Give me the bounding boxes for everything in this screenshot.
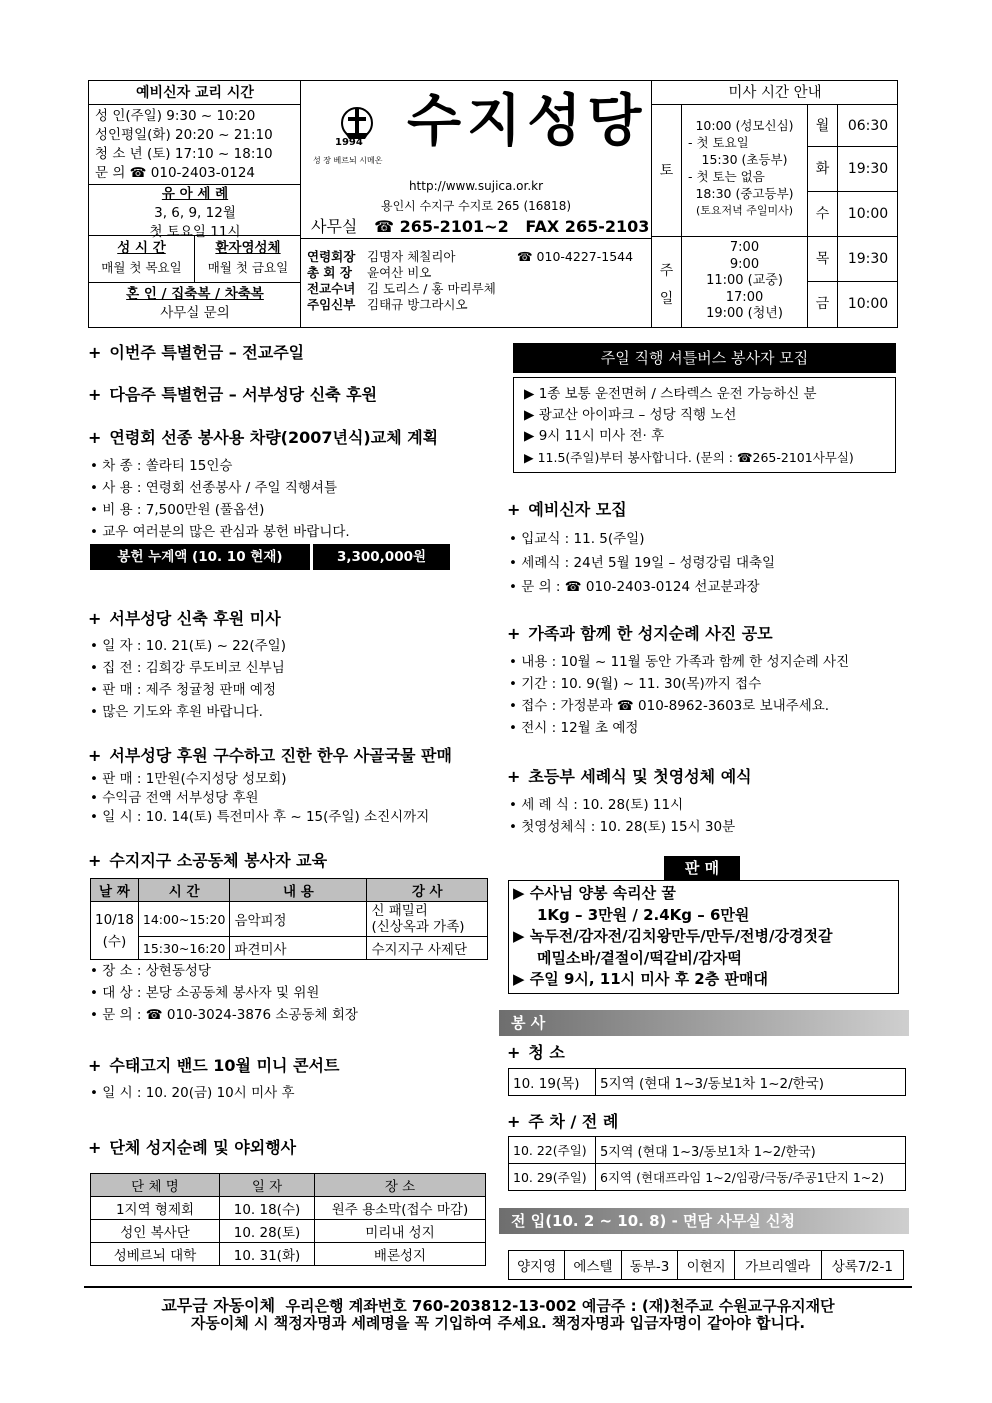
list-item: • 전시 : 12월 초 예정 xyxy=(509,720,639,736)
weekday-thu: 목 xyxy=(808,237,838,282)
list-item: • 대 상 : 본당 소공동체 봉사자 및 위원 xyxy=(90,985,320,1001)
footer-divider xyxy=(84,1286,912,1288)
photo-title: + 가족과 함께 한 성지순례 사진 공모 xyxy=(507,624,773,643)
list-item: ▶ 1종 보통 운전면허 / 스타렉스 운전 가능하신 분 xyxy=(524,386,817,402)
transfer-bar: 전 입(10. 2 ~ 10. 8) - 면담 사무실 신청 xyxy=(499,1208,909,1234)
staff-row: 총 회 장 윤여산 비오 xyxy=(307,265,432,280)
parking-table xyxy=(508,1136,906,1191)
shuttle-box xyxy=(513,377,896,473)
list-item: • 접수 : 가정분과 ☎ 010-8962-3603로 보내주세요. xyxy=(509,698,830,714)
cleaning-title: + 청 소 xyxy=(507,1043,565,1062)
list-item: ▶ 9시 11시 미사 전· 후 xyxy=(524,428,665,444)
west-sale-list xyxy=(90,770,429,827)
list-item: • 세례식 : 24년 5월 19일 – 성령강림 대축일 xyxy=(509,555,776,571)
list-item: • 일 시 : 10. 20(금) 10시 미사 후 xyxy=(90,1085,295,1101)
vehicle-total-label: 봉헌 누계액 (10. 10 현재) xyxy=(90,544,310,570)
footer-line-1: 교무금 자동이체 우리은행 계좌번호 760-203812-13-002 예금주 : (재)천주교 수원교구유지재단 xyxy=(161,1296,835,1315)
list-item: • 입교식 : 11. 5(주일) xyxy=(509,531,645,547)
catechumen-list xyxy=(509,527,775,599)
table-row: 10. 19(목) 5지역 (현대 1~3/동보1차 1~2/한국) xyxy=(509,1069,906,1096)
list-item: • 일 시 : 10. 14(토) 특전미사 후 ~ 15(주일) 소진시까지 xyxy=(90,809,430,825)
list-item: • 기간 : 10. 9(월) ~ 11. 30(목)까지 접수 xyxy=(509,676,762,692)
transfer-table xyxy=(508,1250,904,1280)
service-bar: 봉 사 xyxy=(499,1010,909,1036)
concert-list xyxy=(90,1082,295,1104)
list-item: ▶ 광교산 아이파크 – 성당 직행 노선 xyxy=(524,407,737,423)
offering-this-week: + 이번주 특별헌금 – 전교주일 xyxy=(88,343,305,362)
weekday-fri-time: 10:00 xyxy=(847,296,889,312)
parking-title: + 주 차 / 전 례 xyxy=(507,1112,619,1131)
weekday-mon: 월 xyxy=(808,105,838,147)
table-row: 10. 29(주일) 6지역 (현대프라임 1~2/임광/극동/주공1단지 1~2) xyxy=(509,1164,906,1191)
website: http://www.sujica.or.kr xyxy=(408,179,544,193)
office-line: 사무실 ☎ 265-2101~2 FAX 265-2103 xyxy=(311,217,650,236)
list-item: • 첫영성체식 : 10. 28(토) 15시 30분 xyxy=(509,819,736,835)
cleaning-table xyxy=(508,1068,906,1096)
list-item: • 집 전 : 김희강 루도비코 신부님 xyxy=(90,660,285,676)
list-item: • 차 종 : 쏠라티 15인승 xyxy=(90,458,233,474)
weekday-tue: 화 xyxy=(808,147,838,192)
table-row: 성인 복사단 10. 28(토) 미리내 성지 xyxy=(91,1220,486,1243)
west-mass-title: + 서부성당 신축 후원 미사 xyxy=(88,609,281,628)
list-item: • 비 용 : 7,500만원 (풀옵션) xyxy=(90,502,265,518)
weekday-wed: 수 xyxy=(808,192,838,237)
weekday-thu-time: 19:30 xyxy=(838,237,898,282)
list-item: • 판 매 : 제주 청귤청 판매 예정 xyxy=(90,682,277,698)
pilgrimage-table xyxy=(90,1173,486,1266)
list-item: ▶ 11.5(주일)부터 봉사합니다. (문의 : ☎265-2101사무실) xyxy=(524,450,854,465)
logo-motto: 성 장 베르뇌 시메온 xyxy=(313,156,383,165)
parish-name: 수지성당 xyxy=(407,89,648,154)
vehicle-total-value: 3,300,000원 xyxy=(313,544,450,570)
offering-next-week: + 다음주 특별헌금 – 서부성당 신축 후원 xyxy=(88,385,378,404)
table-row: 1지역 형제회 10. 18(수) 원주 용소막(접수 마감) xyxy=(91,1197,486,1220)
list-item: • 장 소 : 상현동성당 xyxy=(90,963,211,979)
community-list xyxy=(90,960,358,1026)
community-title: + 수지지구 소공동체 봉사자 교육 xyxy=(88,851,328,870)
baptism-list xyxy=(509,794,735,838)
staff-row: 전교수녀 김 도리스 / 홍 마리루체 xyxy=(307,281,496,296)
footer-line-2: 자동이체 시 책정자명과 세례명을 꼭 기입하여 주세요. 책정자명과 입금자명이 같아야 합니다. xyxy=(190,1314,806,1332)
staff-row: 주임신부 김태규 방그라시오 xyxy=(307,297,468,312)
photo-list xyxy=(509,651,849,739)
list-item: • 문 의 : ☎ 010-3024-3876 소공동체 회장 xyxy=(90,1007,358,1023)
list-item: • 사 용 : 연령회 선종봉사 / 주일 직행셔틀 xyxy=(90,480,338,496)
west-mass-list xyxy=(90,635,286,723)
address: 용인시 수지구 수지로 265 (16818) xyxy=(380,199,572,213)
logo-year: 1994 xyxy=(335,137,363,148)
concert-title: + 수태고지 밴드 10월 미니 콘서트 xyxy=(88,1056,340,1075)
list-item: • 교우 여러분의 많은 관심과 봉헌 바랍니다. xyxy=(90,524,350,540)
vehicle-list xyxy=(90,455,350,543)
list-item: • 문 의 : ☎ 010-2403-0124 선교분과장 xyxy=(509,579,760,595)
table-row: 성베르뇌 대학 10. 31(화) 배론성지 xyxy=(91,1243,486,1266)
table-header: 날 짜 시 간 내 용 강 사 xyxy=(91,879,488,902)
list-item: • 세 례 식 : 10. 28(토) 11시 xyxy=(509,797,684,813)
shuttle-title: 주일 직행 셔틀버스 봉사자 모집 xyxy=(513,343,896,373)
table-header: 단 체 명 일 자 장 소 xyxy=(91,1174,486,1197)
table-row: 양지영 에스텔 동부-3 이현지 가브리엘라 상록7/2-1 xyxy=(509,1251,904,1280)
list-item: • 내용 : 10월 ~ 11월 동안 가족과 함께 한 성지순례 사진 xyxy=(509,654,850,670)
catechism-rows: 성 인(주일) 9:30 ~ 10:20 성인평일(화) 20:20 ~ 21:10 청 소 년 (토) 17:10 ~ 18:10 문 의 ☎ 010-2403-0124 xyxy=(95,108,273,181)
mass-times xyxy=(651,81,897,327)
sunday-times: 7:00 9:00 11:00 (교중) 17:00 19:00 (청년) xyxy=(682,237,808,327)
west-sale-title: + 서부성당 후원 구수하고 진한 한우 사골국물 판매 xyxy=(88,746,452,765)
mass-title: 미사 시간 안내 xyxy=(652,81,898,105)
weekday-wed-time: 10:00 xyxy=(838,192,898,237)
pilgrimage-title: + 단체 성지순례 및 야외행사 xyxy=(88,1138,297,1157)
table-row: 10. 22(주일) 5지역 (현대 1~3/동보1차 1~2/한국) xyxy=(509,1137,906,1164)
sunday-label: 주일 xyxy=(652,237,682,327)
header-box xyxy=(88,80,898,328)
catechumen-title: + 예비신자 모집 xyxy=(507,500,627,519)
holy-hour: 성 시 간 매월 첫 목요일 xyxy=(89,236,195,283)
list-item: • 수익금 전액 서부성당 후원 xyxy=(90,790,259,806)
list-item: • 판 매 : 1만원(수지성당 성모회) xyxy=(90,771,287,787)
staff-list xyxy=(301,238,651,327)
baptism-title: + 초등부 세례식 및 첫영성체 예식 xyxy=(507,767,752,786)
infant-baptism: 유 아 세 례 3, 6, 9, 12월 첫 토요일 11시 xyxy=(89,184,301,236)
catechism-title: 예비신자 교리 시간 xyxy=(89,81,301,105)
community-table xyxy=(90,878,488,960)
vehicle-title: + 연령회 선종 봉사용 차량(2007년식)교체 계획 xyxy=(88,428,439,447)
staff-row: 연령회장 김명자 체칠리아 ☎ 010-4227-1544 xyxy=(307,249,634,264)
saturday-times: 10:00 (성모신심) - 첫 토요일 15:30 (초등부) - 첫 토는 없음 18:30 (중고등부) (토요저녁 주일미사) xyxy=(682,105,808,237)
sale-box: ▶ 수사님 양봉 속리산 꿀 1Kg – 3만원 / 2.4Kg – 6만원 ▶ 녹두전/감자전/김치왕만두/만두/전병/강경젓갈 메밀소바/곁절이/떡갈비/감자떡 ▶ 주일 9시, 11시 미사 후 2층 판매대 xyxy=(508,880,899,994)
list-item: • 일 자 : 10. 21(토) ~ 22(주일) xyxy=(90,638,286,654)
weekday-mon-time: 06:30 xyxy=(838,105,898,147)
sick-communion: 환자영성체 매월 첫 금요일 xyxy=(195,236,301,283)
table-row: 10/18 (수) 14:00~15:20 음악피정 신 패밀리 (신상옥과 가족) xyxy=(91,902,488,937)
weekday-tue-time: 19:30 xyxy=(838,147,898,192)
weekday-fri: 금 xyxy=(808,282,838,327)
sale-title: 판 매 xyxy=(664,856,740,880)
saturday-label: 토 xyxy=(652,105,682,237)
list-item: • 많은 기도와 후원 바랍니다. xyxy=(90,704,263,720)
wedding: 혼 인 / 집축복 / 차축복 사무실 문의 xyxy=(126,286,264,321)
table-row: 15:30~16:20 파견미사 수지지구 사제단 xyxy=(91,937,488,960)
